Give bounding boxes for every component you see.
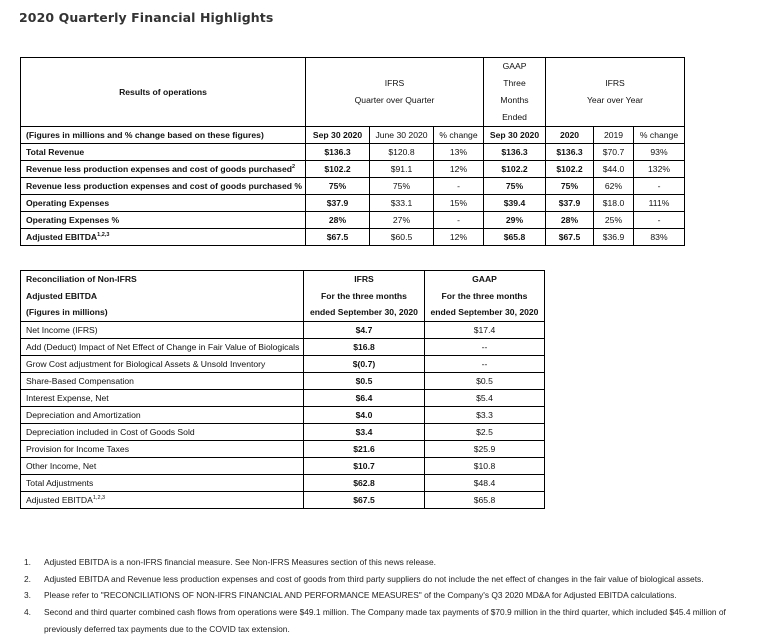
cell-qoq-change: 15% (434, 195, 484, 212)
cell-yoy-2020: $136.3 (546, 144, 594, 161)
reconciliation-units: (Figures in millions) (26, 307, 108, 317)
cell-ifrs: $4.0 (304, 407, 425, 424)
cell-yoy-2019: $36.9 (594, 229, 634, 246)
cell-yoy-2020: 28% (546, 212, 594, 229)
col-header-yoy-change: % change (634, 127, 685, 144)
row-label (21, 475, 304, 492)
footnote-item (24, 571, 754, 588)
cell-yoy-change: - (634, 178, 685, 195)
footnote-number: 3. (24, 590, 31, 601)
cell-sep30-2020: $37.9 (306, 195, 370, 212)
row-label (21, 161, 306, 178)
cell-yoy-2019: 62% (594, 178, 634, 195)
col-header-2019: 2019 (594, 127, 634, 144)
cell-yoy-2019: 25% (594, 212, 634, 229)
table-row (21, 144, 685, 161)
gaap-line1: GAAP (502, 61, 527, 71)
cell-gaap-sep30-2020: $65.8 (484, 229, 546, 246)
col-header-sep30-2020: Sep 30 2020 (306, 127, 370, 144)
ifrs-yoy-line2: Year over Year (586, 95, 644, 105)
cell-ifrs: $16.8 (304, 339, 425, 356)
ifrs-yoy-line1: IFRS (605, 78, 625, 88)
ifrs-qoq-line1: IFRS (384, 78, 405, 88)
cell-gaap: $2.5 (425, 424, 545, 441)
row-label (21, 356, 304, 373)
cell-yoy-change: - (634, 212, 685, 229)
cell-june30-2020: $120.8 (370, 144, 434, 161)
footnote-number: 4. (24, 607, 31, 618)
column-header-label: (Figures in millions and % change based on these figures) (21, 127, 306, 144)
ifrs-column-line3: ended September 30, 2020 (310, 307, 418, 317)
table-row (21, 178, 685, 195)
row-label (21, 424, 304, 441)
ifrs-column-line2: For the three months (321, 290, 407, 301)
row-label (21, 178, 306, 195)
cell-yoy-2019: $18.0 (594, 195, 634, 212)
col-header-june30-2020: June 30 2020 (370, 127, 434, 144)
cell-gaap: $48.4 (425, 475, 545, 492)
page-title: 2020 Quarterly Financial Highlights (19, 10, 274, 25)
row-label-text: Revenue less production expenses and cost of goods purchased % (26, 181, 303, 191)
reconciliation-header-row (21, 271, 545, 322)
footnote-text: Adjusted EBITDA and Revenue less production expenses and cost of goods from third party suppliers do not include the net effect of changes in the fair value of biological assets. (44, 573, 704, 584)
row-label-text: Provision for Income Taxes (26, 444, 130, 454)
gaap-line2: Three (503, 78, 526, 88)
cell-qoq-change: - (434, 212, 484, 229)
footnote-item (24, 587, 754, 604)
cell-june30-2020: 27% (370, 212, 434, 229)
cell-yoy-2020: $102.2 (546, 161, 594, 178)
row-label-text: Interest Expense, Net (26, 393, 109, 403)
row-label-text: Net Income (IFRS) (26, 325, 98, 335)
cell-qoq-change: 13% (434, 144, 484, 161)
footnotes (24, 554, 754, 638)
gaap-line4: Ended (502, 112, 527, 122)
cell-gaap: $5.4 (425, 390, 545, 407)
cell-sep30-2020: 75% (306, 178, 370, 195)
footnote-item (24, 554, 754, 571)
row-label-text: Operating Expenses % (26, 215, 120, 225)
gaap-column-line2: For the three months (441, 290, 528, 301)
row-label (21, 492, 304, 509)
cell-ifrs: $10.7 (304, 458, 425, 475)
row-label (21, 390, 304, 407)
row-label-text: Share-Based Compensation (26, 376, 134, 386)
cell-gaap: $65.8 (425, 492, 545, 509)
table-row (21, 229, 685, 246)
cell-yoy-change: 93% (634, 144, 685, 161)
table-row (21, 475, 545, 492)
cell-yoy-2019: $44.0 (594, 161, 634, 178)
table-row (21, 441, 545, 458)
gaap-column-header (425, 271, 545, 322)
cell-gaap: $3.3 (425, 407, 545, 424)
footnote-ref: 1,2,3 (97, 232, 110, 239)
footnote-text: Please refer to "RECONCILIATIONS OF NON-IFRS FINANCIAL AND PERFORMANCE MEASURES" of the Company's Q3 2020 MD&A for Adjusted EBITDA calculations. (44, 590, 677, 601)
cell-yoy-2020: 75% (546, 178, 594, 195)
cell-qoq-change: - (434, 178, 484, 195)
cell-yoy-2019: $70.7 (594, 144, 634, 161)
footnote-item (24, 604, 754, 637)
table-row (21, 424, 545, 441)
table-row (21, 322, 545, 339)
cell-ifrs: $0.5 (304, 373, 425, 390)
reconciliation-title: Reconciliation of Non-IFRS (26, 274, 137, 284)
row-label-text: Add (Deduct) Impact of Net Effect of Change in Fair Value of Biologicals (26, 342, 300, 352)
row-label-text: Total Revenue (26, 147, 85, 157)
cell-gaap: $25.9 (425, 441, 545, 458)
cell-sep30-2020: $136.3 (306, 144, 370, 161)
row-label (21, 212, 306, 229)
cell-yoy-2020: $67.5 (546, 229, 594, 246)
row-label (21, 441, 304, 458)
cell-gaap-sep30-2020: $39.4 (484, 195, 546, 212)
cell-ifrs: $3.4 (304, 424, 425, 441)
ifrs-column-header (304, 271, 425, 322)
ifrs-column-line1: IFRS (354, 274, 374, 284)
col-header-2020: 2020 (546, 127, 594, 144)
cell-june30-2020: $33.1 (370, 195, 434, 212)
footnote-number: 1. (24, 557, 31, 567)
footnote-text: Second and third quarter combined cash flows from operations were $49.1 million. The Company made tax payments of $70.9 million in the third quarter, which included $45.4 million of previously deferred tax payments due to the COVID tax extension. (44, 607, 726, 634)
cell-gaap: $0.5 (425, 373, 545, 390)
footnote-text: Adjusted EBITDA is a non-IFRS financial measure. See Non-IFRS Measures section of this news release. (44, 557, 436, 567)
row-label-text: Depreciation included in Cost of Goods Sold (26, 427, 195, 437)
row-label-text: Other Income, Net (26, 461, 97, 471)
row-label (21, 322, 304, 339)
row-label-text: Revenue less production expenses and cost of goods purchased (26, 164, 292, 174)
row-label-text: Total Adjustments (26, 478, 94, 488)
cell-gaap-sep30-2020: 75% (484, 178, 546, 195)
group-header-row (21, 58, 685, 127)
row-label (21, 407, 304, 424)
cell-ifrs: $4.7 (304, 322, 425, 339)
cell-yoy-change: 132% (634, 161, 685, 178)
cell-gaap-sep30-2020: $102.2 (484, 161, 546, 178)
row-label-text: Depreciation and Amortization (26, 410, 141, 420)
cell-yoy-2020: $37.9 (546, 195, 594, 212)
gaap-line3: Months (500, 95, 529, 105)
cell-ifrs: $6.4 (304, 390, 425, 407)
table-row (21, 195, 685, 212)
cell-june30-2020: $91.1 (370, 161, 434, 178)
gaap-column-line1: GAAP (472, 274, 497, 284)
footnote-ref: 1,2,3 (92, 495, 106, 502)
cell-gaap: $10.8 (425, 458, 545, 475)
row-label (21, 339, 304, 356)
row-label (21, 229, 306, 246)
results-of-operations-table (20, 57, 685, 246)
ifrs-qoq-line2: Quarter over Quarter (354, 95, 435, 105)
table-row (21, 458, 545, 475)
row-label (21, 195, 306, 212)
table-row (21, 161, 685, 178)
row-label (21, 458, 304, 475)
row-label-text: Grow Cost adjustment for Biological Assets & Unsold Inventory (26, 359, 266, 369)
cell-june30-2020: $60.5 (370, 229, 434, 246)
cell-sep30-2020: 28% (306, 212, 370, 229)
table-row (21, 212, 685, 229)
ifrs-qoq-header (306, 58, 484, 127)
cell-ifrs: $62.8 (304, 475, 425, 492)
cell-gaap: $17.4 (425, 322, 545, 339)
footnote-number: 2. (24, 573, 31, 584)
gaap-column-line3: ended September 30, 2020 (430, 307, 539, 317)
corner-label: Results of operations (21, 58, 306, 127)
table-row (21, 492, 545, 509)
cell-yoy-change: 83% (634, 229, 685, 246)
column-header-row (21, 127, 685, 144)
cell-qoq-change: 12% (434, 229, 484, 246)
row-label-text: Adjusted EBITDA (26, 232, 98, 242)
table-row (21, 339, 545, 356)
table-row (21, 390, 545, 407)
gaap-header (484, 58, 546, 127)
cell-gaap: -- (425, 356, 545, 373)
row-label-text: Adjusted EBITDA (26, 495, 93, 505)
table-row (21, 373, 545, 390)
cell-june30-2020: 75% (370, 178, 434, 195)
cell-ifrs: $67.5 (304, 492, 425, 509)
cell-ifrs: $21.6 (304, 441, 425, 458)
row-label-text: Operating Expenses (26, 198, 110, 208)
cell-gaap: -- (425, 339, 545, 356)
cell-gaap-sep30-2020: $136.3 (484, 144, 546, 161)
cell-yoy-change: 111% (634, 195, 685, 212)
cell-gaap-sep30-2020: 29% (484, 212, 546, 229)
table-row (21, 356, 545, 373)
cell-sep30-2020: $67.5 (306, 229, 370, 246)
col-header-gaap-sep30-2020: Sep 30 2020 (484, 127, 546, 144)
ifrs-yoy-header (546, 58, 685, 127)
cell-qoq-change: 12% (434, 161, 484, 178)
reconciliation-table (20, 270, 545, 509)
row-label (21, 144, 306, 161)
cell-ifrs: $(0.7) (304, 356, 425, 373)
col-header-qoq-change: % change (434, 127, 484, 144)
row-label (21, 373, 304, 390)
cell-sep30-2020: $102.2 (306, 161, 370, 178)
footnote-ref: 2 (292, 164, 296, 171)
reconciliation-header-label (21, 271, 304, 322)
table-row (21, 407, 545, 424)
reconciliation-subtitle: Adjusted EBITDA (26, 290, 98, 301)
